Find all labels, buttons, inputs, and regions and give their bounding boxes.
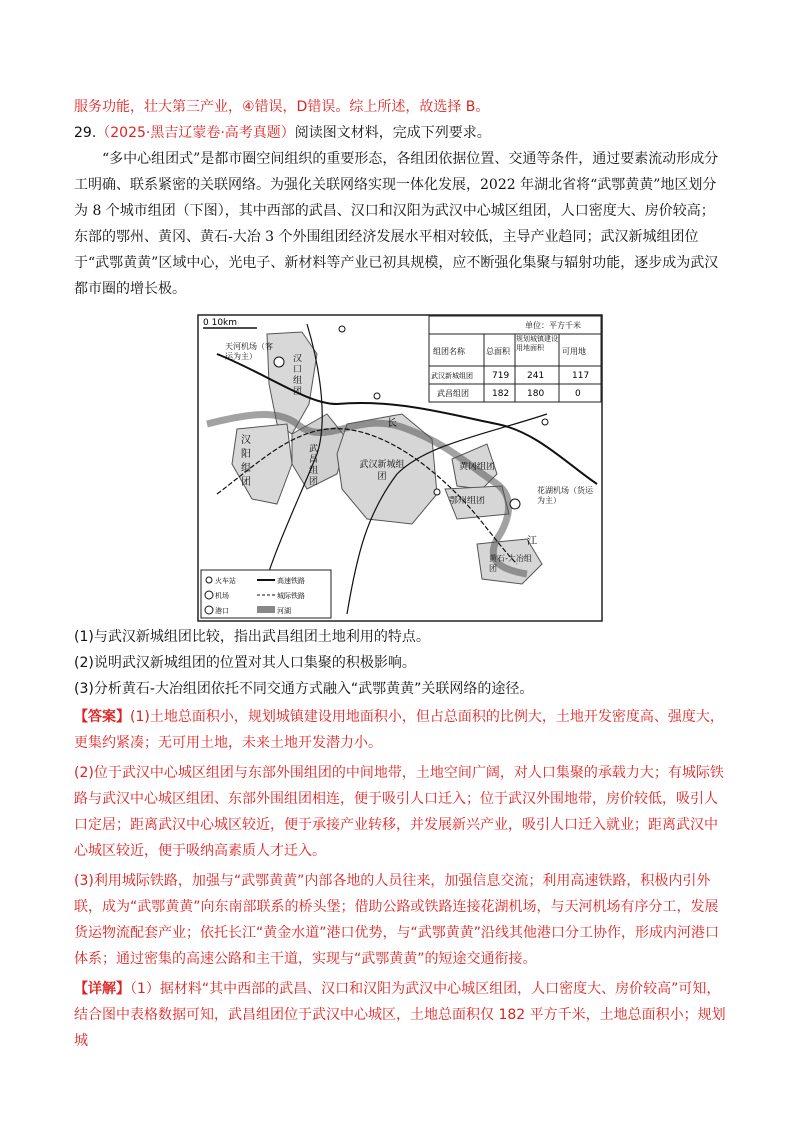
question-2: (2)说明武汉新城组团的位置对其人口集聚的积极影响。 xyxy=(74,655,416,671)
label-huangshi: 黄石-大冶组团 xyxy=(489,554,532,573)
table-row1-total: 719 xyxy=(492,371,510,381)
legend-station-icon xyxy=(206,577,212,583)
question-29-header xyxy=(74,120,726,146)
question-material: “多中心组团式”是都市圈空间组织的重要形态，各组团依据位置、交通等条件，通过要素流动形成分工明确、联系紧密的关联网络。为强化关联网络实现一体化发展，2022 年湖北省将“武鄂黄黄”地区划分为 8 个城市组团（下图），其中西部的武昌、汉口和汉阳为武汉中心城区组团，人口密度大、房价较高；东部的鄂州、黄冈、黄石-大冶 3 个外围组团经济发展水平相对较低，主导产业趋同；武汉新城组团位于“武鄂黄黄”区域中心，光电子、新材料等产业已初具规模，应不断强化集聚与辐射功能，逐步成为武汉都市圈的增长极。 xyxy=(74,151,719,297)
prev-answer-tail: 服务功能，壮大第三产业，④错误，D错误。综上所述，故选择 B。 xyxy=(74,99,490,115)
table-header-available: 可用地 xyxy=(562,347,586,356)
question-1: (1)与武汉新城组团比较，指出武昌组团土地利用的特点。 xyxy=(74,629,430,645)
legend-airport-icon xyxy=(205,591,213,599)
table-row2-total: 182 xyxy=(492,389,510,399)
legend-port: 港口 xyxy=(215,607,229,615)
answer-block xyxy=(74,704,726,1054)
table-header-name: 组团名称 xyxy=(433,347,465,356)
legend-intercity: 城际铁路 xyxy=(277,592,305,600)
legend-river: 河湖 xyxy=(277,607,291,615)
table-row2-available: 0 xyxy=(575,389,581,399)
answer-tag: 【答案】 xyxy=(74,709,130,725)
table-header-total: 总面积 xyxy=(486,347,510,356)
table-row2-name: 武昌组团 xyxy=(437,389,469,398)
question-number: 29. xyxy=(74,125,97,141)
legend-hsr: 高速铁路 xyxy=(277,577,305,585)
answer-1: (1)土地总面积小，规划城镇建设用地面积小，但占总面积的比例大，土地开发密度高、强度大，更集约紧凑；无可用土地，未来土地开发潜力小。 xyxy=(74,709,724,751)
answer-2: (2)位于武汉中心城区组团与东部外围组团的中间地带，土地空间广阔，对人口集聚的承载力大；有城际铁路与武汉中心城区组团、东部外围组团相连，便于吸引人口迁入；位于武汉外围地带，房价较低，吸引人口定居；距离武汉中心城区较近，便于承接产业转移，并发展新兴产业，吸引人口迁入就业；距离武汉中心城区较近，便于吸纳高素质人才迁入。 xyxy=(74,765,724,859)
question-instruction: 阅读图文材料，完成下列要求。 xyxy=(294,125,491,141)
train-station-icon xyxy=(434,489,440,495)
question-3: (3)分析黄石-大冶组团依托不同交通方式融入“武鄂黄黄”关联网络的途径。 xyxy=(74,681,534,697)
label-wuchang: 武昌组团 xyxy=(309,444,319,487)
label-huanggang: 黄冈组团 xyxy=(459,462,495,472)
table-row1-planned: 241 xyxy=(527,371,545,381)
label-changjiang-b: 江 xyxy=(527,536,537,547)
map-figure xyxy=(197,314,603,622)
detail-text: （1）据材料“其中西部的武昌、汉口和汉阳为武汉中心城区组团，人口密度大、房价较高”可知，结合图中表格数据可知，武昌组团位于武汉中心城区，土地总面积仅 182 平方千米，土地总面积小；规划城 xyxy=(74,981,726,1049)
legend-airport: 机场 xyxy=(215,592,229,600)
table-header-planned: 规划城镇建设用地面积 xyxy=(516,335,558,352)
question-source: （2025·黑吉辽蒙卷·高考真题） xyxy=(96,125,295,141)
label-changjiang-a: 长 xyxy=(387,418,397,429)
legend-port-icon xyxy=(205,606,213,614)
table-row2-planned: 180 xyxy=(527,389,545,399)
answer-3: (3)利用城际铁路，加强与“武鄂黄黄”内部各地的人员往来，加强信息交流；利用高速铁路，积极内引外联，成为“武鄂黄黄”向东南部联系的桥头堡；借助公路或铁路连接花湖机场，与天河机场有序分工，发展货运物流配套产业；依托长江“黄金水道”港口优势，与“武鄂黄黄”沿线其他港口分工协作，形成内河港口体系；通过密集的高速公路和主干道，实现与“武鄂黄黄”的短途交通衔接。 xyxy=(74,873,720,967)
map-scale: 0 10km xyxy=(203,318,238,328)
label-tianhe: 天河机场（客运为主） xyxy=(225,342,273,361)
label-ezhou: 鄂州组团 xyxy=(449,496,486,506)
detail-tag: 【详解】 xyxy=(74,981,130,997)
table-row1-name: 武汉新城组团 xyxy=(431,372,473,380)
question-list xyxy=(74,624,726,702)
legend-river-swatch xyxy=(257,606,275,613)
map-table-unit: 单位：平方千米 xyxy=(525,321,581,330)
table-row1-available: 117 xyxy=(572,371,590,381)
label-huahu: 花湖机场（货运为主） xyxy=(537,486,593,505)
train-station-icon xyxy=(339,326,345,332)
airport-icon xyxy=(274,357,284,367)
legend-station: 火车站 xyxy=(215,577,236,585)
map-svg xyxy=(197,314,603,622)
label-hanyang: 汉阳组团 xyxy=(241,435,251,488)
prev-answer-block xyxy=(74,94,726,302)
airport-icon xyxy=(510,499,520,509)
label-hankou: 汉口组团 xyxy=(293,354,303,397)
train-station-icon xyxy=(374,393,380,399)
train-station-icon xyxy=(542,419,548,425)
label-xincheng: 武汉新城组团 xyxy=(359,460,405,482)
